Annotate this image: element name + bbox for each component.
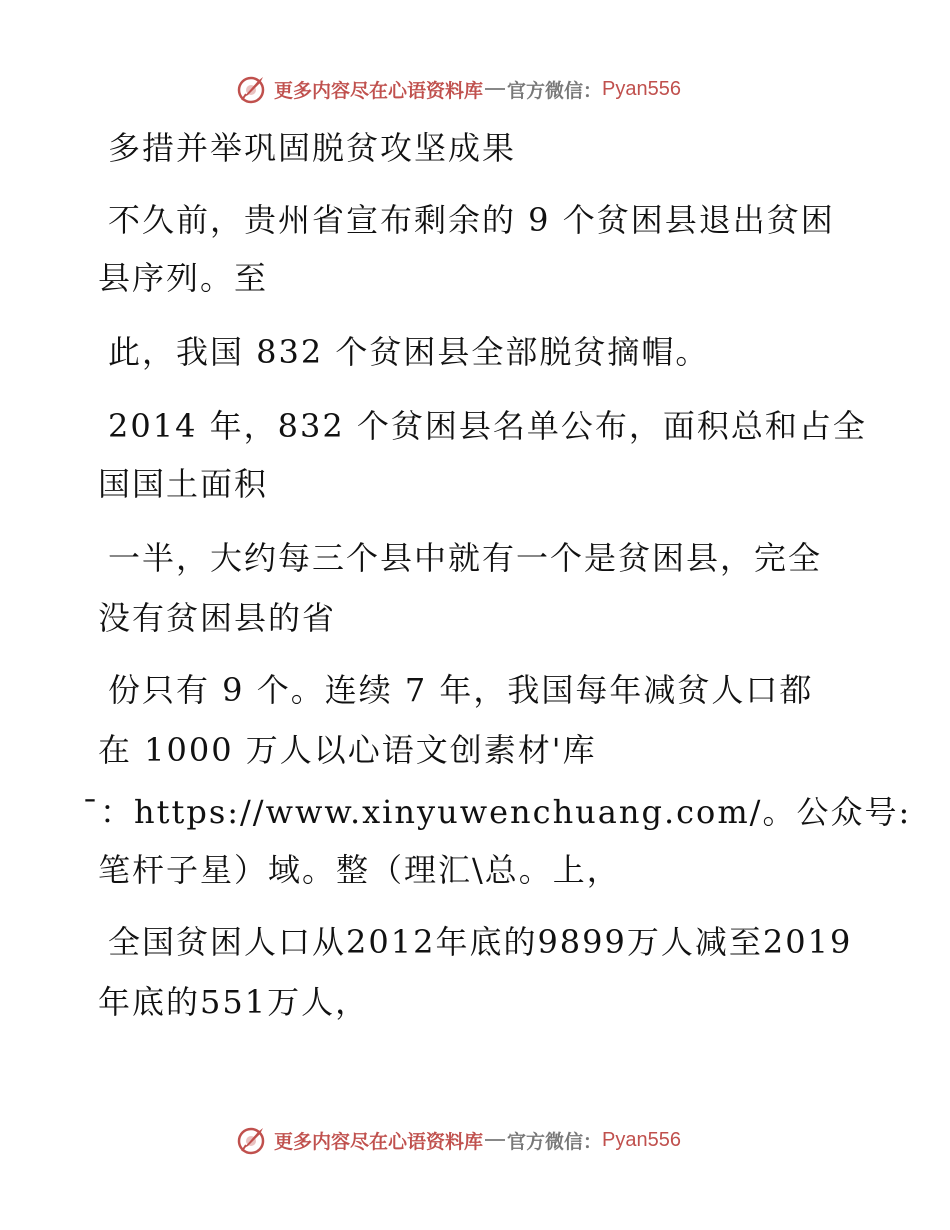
watermark-brand-text: 更多内容尽在心语资料库 (274, 1130, 484, 1153)
header-watermark (236, 72, 681, 106)
paragraph-line: 年底的551万人， (98, 983, 370, 1021)
paragraph-line: 一半，大约每三个县中就有一个是贫困县，完全 (108, 539, 823, 577)
paragraph-line: 份只有 9 个。连续 7 年，我国每年减贫人口都 (108, 671, 814, 709)
quill-logo-icon (236, 1124, 268, 1156)
document-title: 多措并举巩固脱贫攻坚成果 (108, 129, 517, 167)
watermark-dash (485, 88, 505, 90)
watermark-handle: Pyan556 (602, 77, 681, 100)
footer-watermark (236, 1123, 681, 1157)
watermark-handle: Pyan556 (602, 1128, 681, 1151)
watermark-dash (485, 1139, 505, 1141)
quill-logo-icon (236, 73, 268, 105)
paragraph-line: 国国土面积 (98, 465, 269, 503)
paragraph-line: 没有贫困县的省 (98, 599, 337, 637)
watermark-label: 官方微信： (507, 1130, 603, 1153)
paragraph-line: 全国贫困人口从2012年底的9899万人减至2019 (108, 923, 853, 961)
paragraph-line: 笔杆子星）域。整（理汇\总。上， (98, 851, 621, 889)
paragraph-line: 不久前，贵州省宣布剩余的 9 个贫困县退出贫困 (108, 201, 835, 239)
paragraph-line: 在 1000 万人以心语文创素材'库 (98, 731, 597, 769)
paragraph-line: ̄：https://www.xinyuwenchuang.com/。公众号: (98, 793, 912, 831)
paragraph-line: 县序列。至 (98, 259, 269, 297)
paragraph-line: 此，我国 832 个贫困县全部脱贫摘帽。 (108, 333, 710, 371)
paragraph-line: 2014 年，832 个贫困县名单公布，面积总和占全 (108, 407, 867, 445)
watermark-brand-text: 更多内容尽在心语资料库 (274, 79, 484, 102)
watermark-label: 官方微信： (507, 79, 603, 102)
